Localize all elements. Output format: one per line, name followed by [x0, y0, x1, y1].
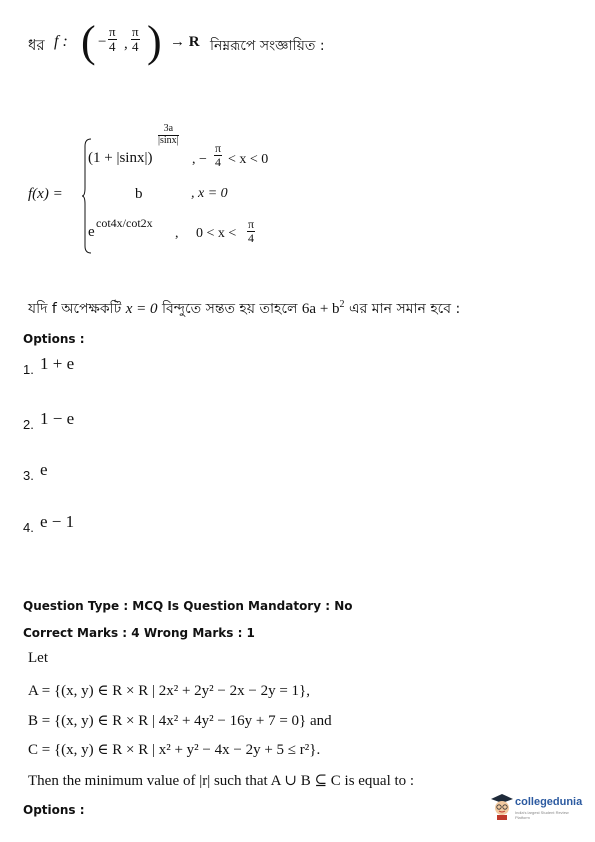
option-number: 4. [23, 520, 34, 535]
question-type-line: Question Type : MCQ Is Question Mandatory : No [23, 599, 353, 613]
question-math: x = 0 [125, 301, 158, 317]
open-paren: ( [81, 17, 96, 66]
q2-set-C: C = {(x, y) ∈ R × R | x² + y² − 4x − 2y + 5 ≤ r²}. [28, 742, 321, 758]
case1-exponent: $\frac{3a}{|\sin x|}$ [158, 123, 179, 146]
question-expr: $6a + b^2$ [301, 299, 345, 317]
case3-cond-tail: 0 < x < [196, 226, 237, 241]
case1-pi-over-4: $\frac{\pi}{4}$ [215, 141, 222, 169]
case-1 [88, 124, 308, 184]
case2-value: b [135, 186, 143, 202]
intro-prefix: ধর [28, 36, 45, 54]
question-prefix: যদি f অপেক্ষকটি [28, 301, 122, 317]
case3-base: e [88, 224, 95, 240]
q1-question [28, 297, 460, 321]
option-number: 3. [23, 468, 34, 483]
q2-question: Then the minimum value of |r| such that A ∪ B ⊆ C is equal to : [28, 773, 415, 789]
fx-label: f(x) = [28, 186, 63, 202]
case3-pi-over-4: $\frac{\pi}{4}$ [248, 217, 255, 245]
question-suffix: এর মান সমান হবে : [349, 301, 461, 317]
q1-option-2[interactable] [23, 409, 143, 431]
q2-set-B: B = {(x, y) ∈ R × R | 4x² + 4y² − 16y + 7 = 0} and [28, 713, 332, 729]
case-3 [88, 212, 288, 262]
case1-cond: , − [192, 152, 207, 167]
intro-suffix: নিম্নরূপে সংজ্ঞায়িত : [210, 38, 325, 54]
case3-exponent: cot4x/cot2x [96, 216, 153, 230]
q1-options-label: Options : [23, 332, 85, 346]
pi-over-4: $\frac{\pi}{4}$ [132, 24, 139, 54]
option-value: e − 1 [40, 512, 75, 531]
q2-options-label: Options : [23, 803, 85, 817]
logo-tagline: India's largest Student Review Platform [515, 810, 569, 820]
option-value: 1 − e [40, 409, 75, 428]
q2-set-A: A = {(x, y) ∈ R × R | 2x² + 2y² − 2x − 2y = 1}, [28, 683, 311, 699]
case1-cond-tail: < x < 0 [228, 152, 269, 167]
neg-pi-over-4: $\frac{\pi}{4}$ [109, 24, 116, 54]
f-colon: f : [54, 33, 68, 50]
comma: , [124, 36, 128, 52]
q1-option-4[interactable] [23, 512, 143, 534]
option-number: 1. [23, 362, 34, 377]
q1-option-1[interactable] [23, 354, 143, 376]
mascot-icon [491, 794, 513, 820]
question-mid: বিন্দুতে সন্তত হয় তাহলে [161, 301, 298, 317]
option-value: 1 + e [40, 354, 75, 373]
neg-sign: − [98, 34, 107, 50]
q1-option-3[interactable] [23, 460, 143, 482]
arrow-R: → R [170, 34, 200, 50]
marks-line: Correct Marks : 4 Wrong Marks : 1 [23, 626, 255, 640]
q2-let: Let [28, 650, 48, 666]
logo-wordmark: collegedunia [515, 796, 583, 808]
case3-comma: , [175, 226, 179, 241]
case2-cond: , x = 0 [191, 186, 228, 201]
option-value: e [40, 460, 48, 479]
close-paren: ) [147, 17, 162, 66]
case1-base: (1 + |sinx|) [88, 150, 153, 166]
option-number: 2. [23, 417, 34, 432]
collegedunia-logo[interactable] [491, 792, 583, 826]
